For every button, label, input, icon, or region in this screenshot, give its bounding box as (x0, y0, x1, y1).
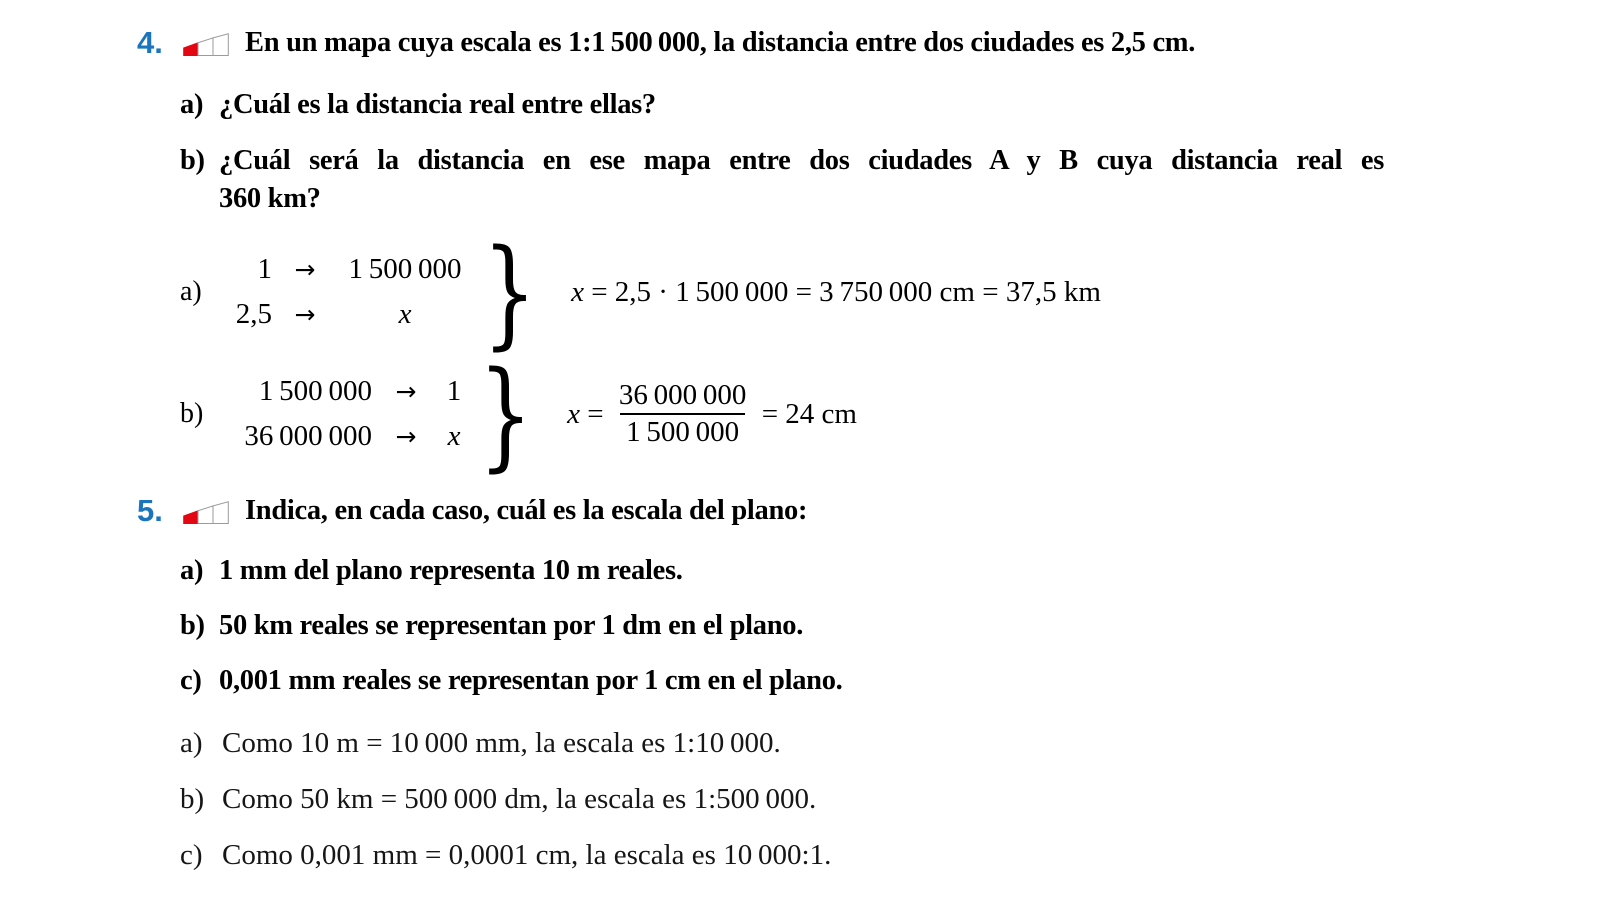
right-arrow-icon: → (395, 422, 417, 451)
proportion-row (220, 247, 472, 292)
exercise-4-statement: En un mapa cuya escala es 1:1 500 000, la distancia entre dos ciudades es 2,5 cm. (245, 27, 1196, 58)
difficulty-wedge-icon (183, 501, 229, 530)
proportion-row (220, 369, 468, 414)
equals-sign: = (579, 397, 611, 430)
fraction-denominator: 1 500 000 (620, 413, 745, 450)
proportion-value: 2,5 (235, 298, 272, 330)
equation-b (567, 378, 857, 450)
equation-variable: x (567, 397, 580, 430)
exercise-4-item-b (180, 142, 1600, 218)
proportion-table-b (220, 369, 468, 459)
answer-b-label: b) (180, 783, 205, 815)
item-b-line-2: 360 km? (219, 183, 321, 214)
exercise-5-item-b (180, 607, 1600, 645)
exercise-4-number: 4. (137, 25, 163, 60)
item-c-label: c) (180, 665, 202, 696)
item-b-line-1: ¿Cuál será la distancia en ese mapa entre dos ciudades A y B cuya distancia real es (219, 145, 1384, 176)
proportion-value: 1 (446, 375, 462, 407)
item-a-text: 1 mm del plano representa 10 m reales. (219, 555, 683, 586)
answer-c-label: c) (180, 839, 203, 871)
proportion-row (220, 292, 472, 337)
proportion-value: 1 500 000 (348, 253, 462, 285)
proportion-unknown: x (447, 420, 461, 452)
difficulty-wedge-icon (183, 33, 229, 62)
item-a-label: a) (180, 89, 204, 120)
solution-b (180, 344, 1600, 483)
equation-text: = 2,5 · 1 500 000 = 3 750 000 cm = 37,5 km (583, 275, 1101, 308)
equation-a (571, 276, 1101, 309)
proportion-row (220, 414, 468, 459)
item-b-label: b) (180, 145, 205, 176)
right-arrow-icon: → (294, 255, 316, 284)
exercise-5-number: 5. (137, 493, 163, 528)
exercise-5-item-a (180, 552, 1600, 590)
exercise-5 (137, 492, 1600, 873)
right-arrow-icon: → (395, 377, 417, 406)
answer-b (180, 781, 1600, 817)
item-b-text (219, 142, 1384, 218)
solution-a-label: a) (180, 276, 202, 307)
exercise-4-item-a (180, 86, 1600, 124)
item-c-text: 0,001 mm reales se representan por 1 cm en el plano. (219, 665, 843, 696)
proportion-value: 1 (257, 253, 272, 285)
equation-result: = 24 cm (754, 397, 857, 430)
exercise-5-statement: Indica, en cada caso, cuál es la escala del plano: (245, 495, 808, 526)
answer-a-label: a) (180, 727, 203, 759)
solution-b-label: b) (180, 398, 204, 429)
equation-variable: x (571, 275, 584, 308)
exercise-4 (137, 24, 1600, 483)
fraction-numerator: 36 000 000 (618, 379, 747, 411)
exercise-5-item-c (180, 662, 1600, 700)
answer-a-text: Como 10 m = 10 000 mm, la escala es 1:10 000. (222, 727, 781, 759)
exercise-4-header (137, 24, 1600, 62)
answer-c (180, 837, 1600, 873)
item-b-text: 50 km reales se representan por 1 dm en el plano. (219, 610, 804, 641)
item-a-text: ¿Cuál es la distancia real entre ellas? (219, 89, 656, 120)
item-a-label: a) (180, 555, 204, 586)
item-b-label: b) (180, 610, 205, 641)
proportion-value: 1 500 000 (258, 375, 372, 407)
proportion-table-a (220, 247, 472, 337)
answer-c-text: Como 0,001 mm = 0,0001 cm, la escala es 10 000:1. (222, 839, 832, 871)
exercise-5-header (137, 492, 1600, 530)
exercise-5-answers (137, 725, 1600, 873)
closing-brace: } (478, 344, 533, 483)
proportion-value: 36 000 000 (244, 420, 372, 452)
solution-a (180, 222, 1600, 361)
right-arrow-icon: → (294, 300, 316, 329)
proportion-unknown: x (398, 298, 412, 330)
answer-a (180, 725, 1600, 761)
answer-b-text: Como 50 km = 500 000 dm, la escala es 1:500 000. (222, 783, 817, 815)
closing-brace: } (482, 222, 537, 361)
fraction (613, 378, 753, 450)
